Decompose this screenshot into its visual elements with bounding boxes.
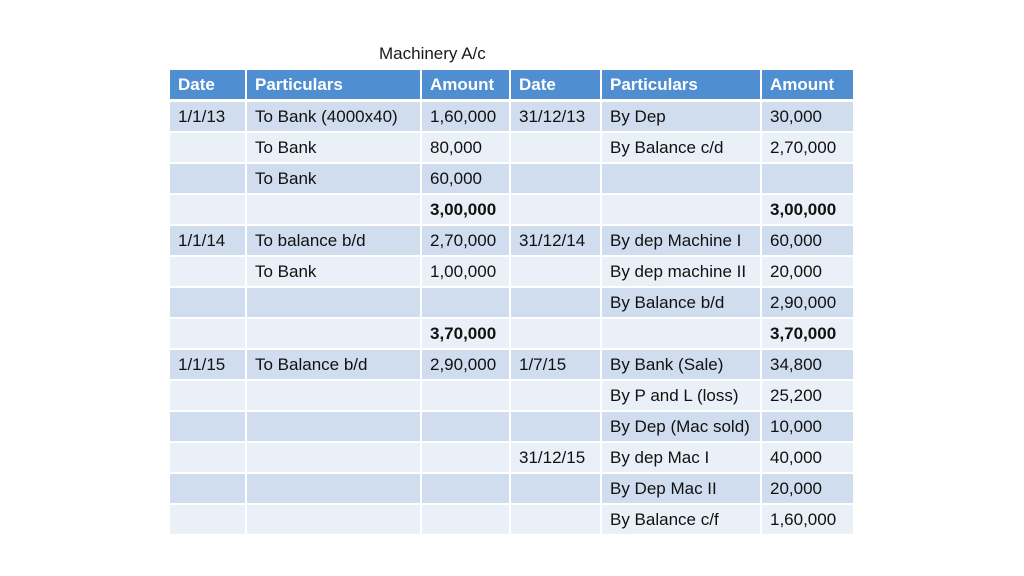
- debit-date-cell: [170, 412, 247, 443]
- table-row: [170, 164, 853, 195]
- credit-date-cell: 31/12/15: [511, 443, 602, 474]
- debit-amount-cell: 60,000: [422, 164, 511, 195]
- credit-amount-cell: 20,000: [762, 257, 853, 288]
- table-row: [170, 133, 853, 164]
- credit-date-cell: 31/12/13: [511, 102, 602, 133]
- credit-amount-cell: 10,000: [762, 412, 853, 443]
- debit-amount-cell: [422, 288, 511, 319]
- debit-date-cell: [170, 195, 247, 226]
- credit-date-cell: [511, 319, 602, 350]
- header-debit-amount: Amount: [422, 70, 511, 102]
- debit-date-cell: [170, 319, 247, 350]
- credit-particulars-cell: By Dep Mac II: [602, 474, 762, 505]
- credit-particulars-cell: By dep machine II: [602, 257, 762, 288]
- credit-particulars-cell: [602, 319, 762, 350]
- credit-particulars-cell: By dep Machine I: [602, 226, 762, 257]
- debit-particulars-cell: [247, 381, 422, 412]
- debit-particulars-cell: [247, 412, 422, 443]
- header-credit-date: Date: [511, 70, 602, 102]
- credit-particulars-cell: By Balance c/d: [602, 133, 762, 164]
- table-row: [170, 350, 853, 381]
- debit-date-cell: [170, 257, 247, 288]
- debit-particulars-cell: To balance b/d: [247, 226, 422, 257]
- credit-particulars-cell: [602, 164, 762, 195]
- debit-amount-cell: 2,70,000: [422, 226, 511, 257]
- credit-date-cell: [511, 474, 602, 505]
- credit-date-cell: [511, 505, 602, 536]
- table-row: [170, 381, 853, 412]
- debit-date-cell: [170, 381, 247, 412]
- credit-particulars-cell: By Dep: [602, 102, 762, 133]
- header-debit-date: Date: [170, 70, 247, 102]
- credit-particulars-cell: [602, 195, 762, 226]
- credit-particulars-cell: By Dep (Mac sold): [602, 412, 762, 443]
- table-row: [170, 505, 853, 536]
- credit-particulars-cell: By Balance c/f: [602, 505, 762, 536]
- debit-date-cell: [170, 505, 247, 536]
- credit-date-cell: [511, 288, 602, 319]
- ledger-title: Machinery A/c: [379, 44, 486, 63]
- credit-total-cell: 3,70,000: [762, 319, 853, 350]
- header-credit-amount: Amount: [762, 70, 853, 102]
- credit-date-cell: [511, 164, 602, 195]
- debit-particulars-cell: To Bank: [247, 257, 422, 288]
- debit-date-cell: 1/1/13: [170, 102, 247, 133]
- credit-amount-cell: 30,000: [762, 102, 853, 133]
- debit-particulars-cell: [247, 505, 422, 536]
- table-row: [170, 257, 853, 288]
- credit-amount-cell: 20,000: [762, 474, 853, 505]
- debit-amount-cell: [422, 381, 511, 412]
- credit-date-cell: [511, 195, 602, 226]
- credit-particulars-cell: By Balance b/d: [602, 288, 762, 319]
- total-row: [170, 319, 853, 350]
- machinery-ledger-table: [170, 70, 853, 536]
- table-row: [170, 102, 853, 133]
- debit-date-cell: [170, 474, 247, 505]
- debit-amount-cell: 1,00,000: [422, 257, 511, 288]
- credit-amount-cell: 34,800: [762, 350, 853, 381]
- credit-amount-cell: [762, 164, 853, 195]
- debit-date-cell: [170, 164, 247, 195]
- debit-particulars-cell: [247, 288, 422, 319]
- header-row: [170, 70, 853, 102]
- debit-particulars-cell: [247, 195, 422, 226]
- debit-particulars-cell: [247, 319, 422, 350]
- debit-amount-cell: 1,60,000: [422, 102, 511, 133]
- debit-total-cell: 3,00,000: [422, 195, 511, 226]
- header-debit-particulars: Particulars: [247, 70, 422, 102]
- debit-amount-cell: [422, 412, 511, 443]
- credit-amount-cell: 60,000: [762, 226, 853, 257]
- debit-amount-cell: [422, 474, 511, 505]
- credit-particulars-cell: By Bank (Sale): [602, 350, 762, 381]
- credit-date-cell: [511, 381, 602, 412]
- table-row: [170, 443, 853, 474]
- debit-date-cell: [170, 443, 247, 474]
- credit-amount-cell: 1,60,000: [762, 505, 853, 536]
- credit-date-cell: [511, 133, 602, 164]
- credit-date-cell: [511, 257, 602, 288]
- debit-particulars-cell: To Bank: [247, 164, 422, 195]
- debit-date-cell: [170, 288, 247, 319]
- table-row: [170, 412, 853, 443]
- credit-particulars-cell: By P and L (loss): [602, 381, 762, 412]
- debit-particulars-cell: To Balance b/d: [247, 350, 422, 381]
- debit-amount-cell: 80,000: [422, 133, 511, 164]
- credit-amount-cell: 25,200: [762, 381, 853, 412]
- debit-particulars-cell: [247, 443, 422, 474]
- credit-total-cell: 3,00,000: [762, 195, 853, 226]
- debit-amount-cell: 2,90,000: [422, 350, 511, 381]
- debit-date-cell: [170, 133, 247, 164]
- credit-particulars-cell: By dep Mac I: [602, 443, 762, 474]
- table-row: [170, 226, 853, 257]
- debit-date-cell: 1/1/15: [170, 350, 247, 381]
- credit-date-cell: 1/7/15: [511, 350, 602, 381]
- header-credit-particulars: Particulars: [602, 70, 762, 102]
- debit-date-cell: 1/1/14: [170, 226, 247, 257]
- debit-particulars-cell: [247, 474, 422, 505]
- credit-amount-cell: 2,90,000: [762, 288, 853, 319]
- debit-particulars-cell: To Bank: [247, 133, 422, 164]
- credit-amount-cell: 2,70,000: [762, 133, 853, 164]
- debit-particulars-cell: To Bank (4000x40): [247, 102, 422, 133]
- table-row: [170, 474, 853, 505]
- debit-total-cell: 3,70,000: [422, 319, 511, 350]
- debit-amount-cell: [422, 505, 511, 536]
- debit-amount-cell: [422, 443, 511, 474]
- credit-date-cell: [511, 412, 602, 443]
- credit-amount-cell: 40,000: [762, 443, 853, 474]
- total-row: [170, 195, 853, 226]
- credit-date-cell: 31/12/14: [511, 226, 602, 257]
- table-row: [170, 288, 853, 319]
